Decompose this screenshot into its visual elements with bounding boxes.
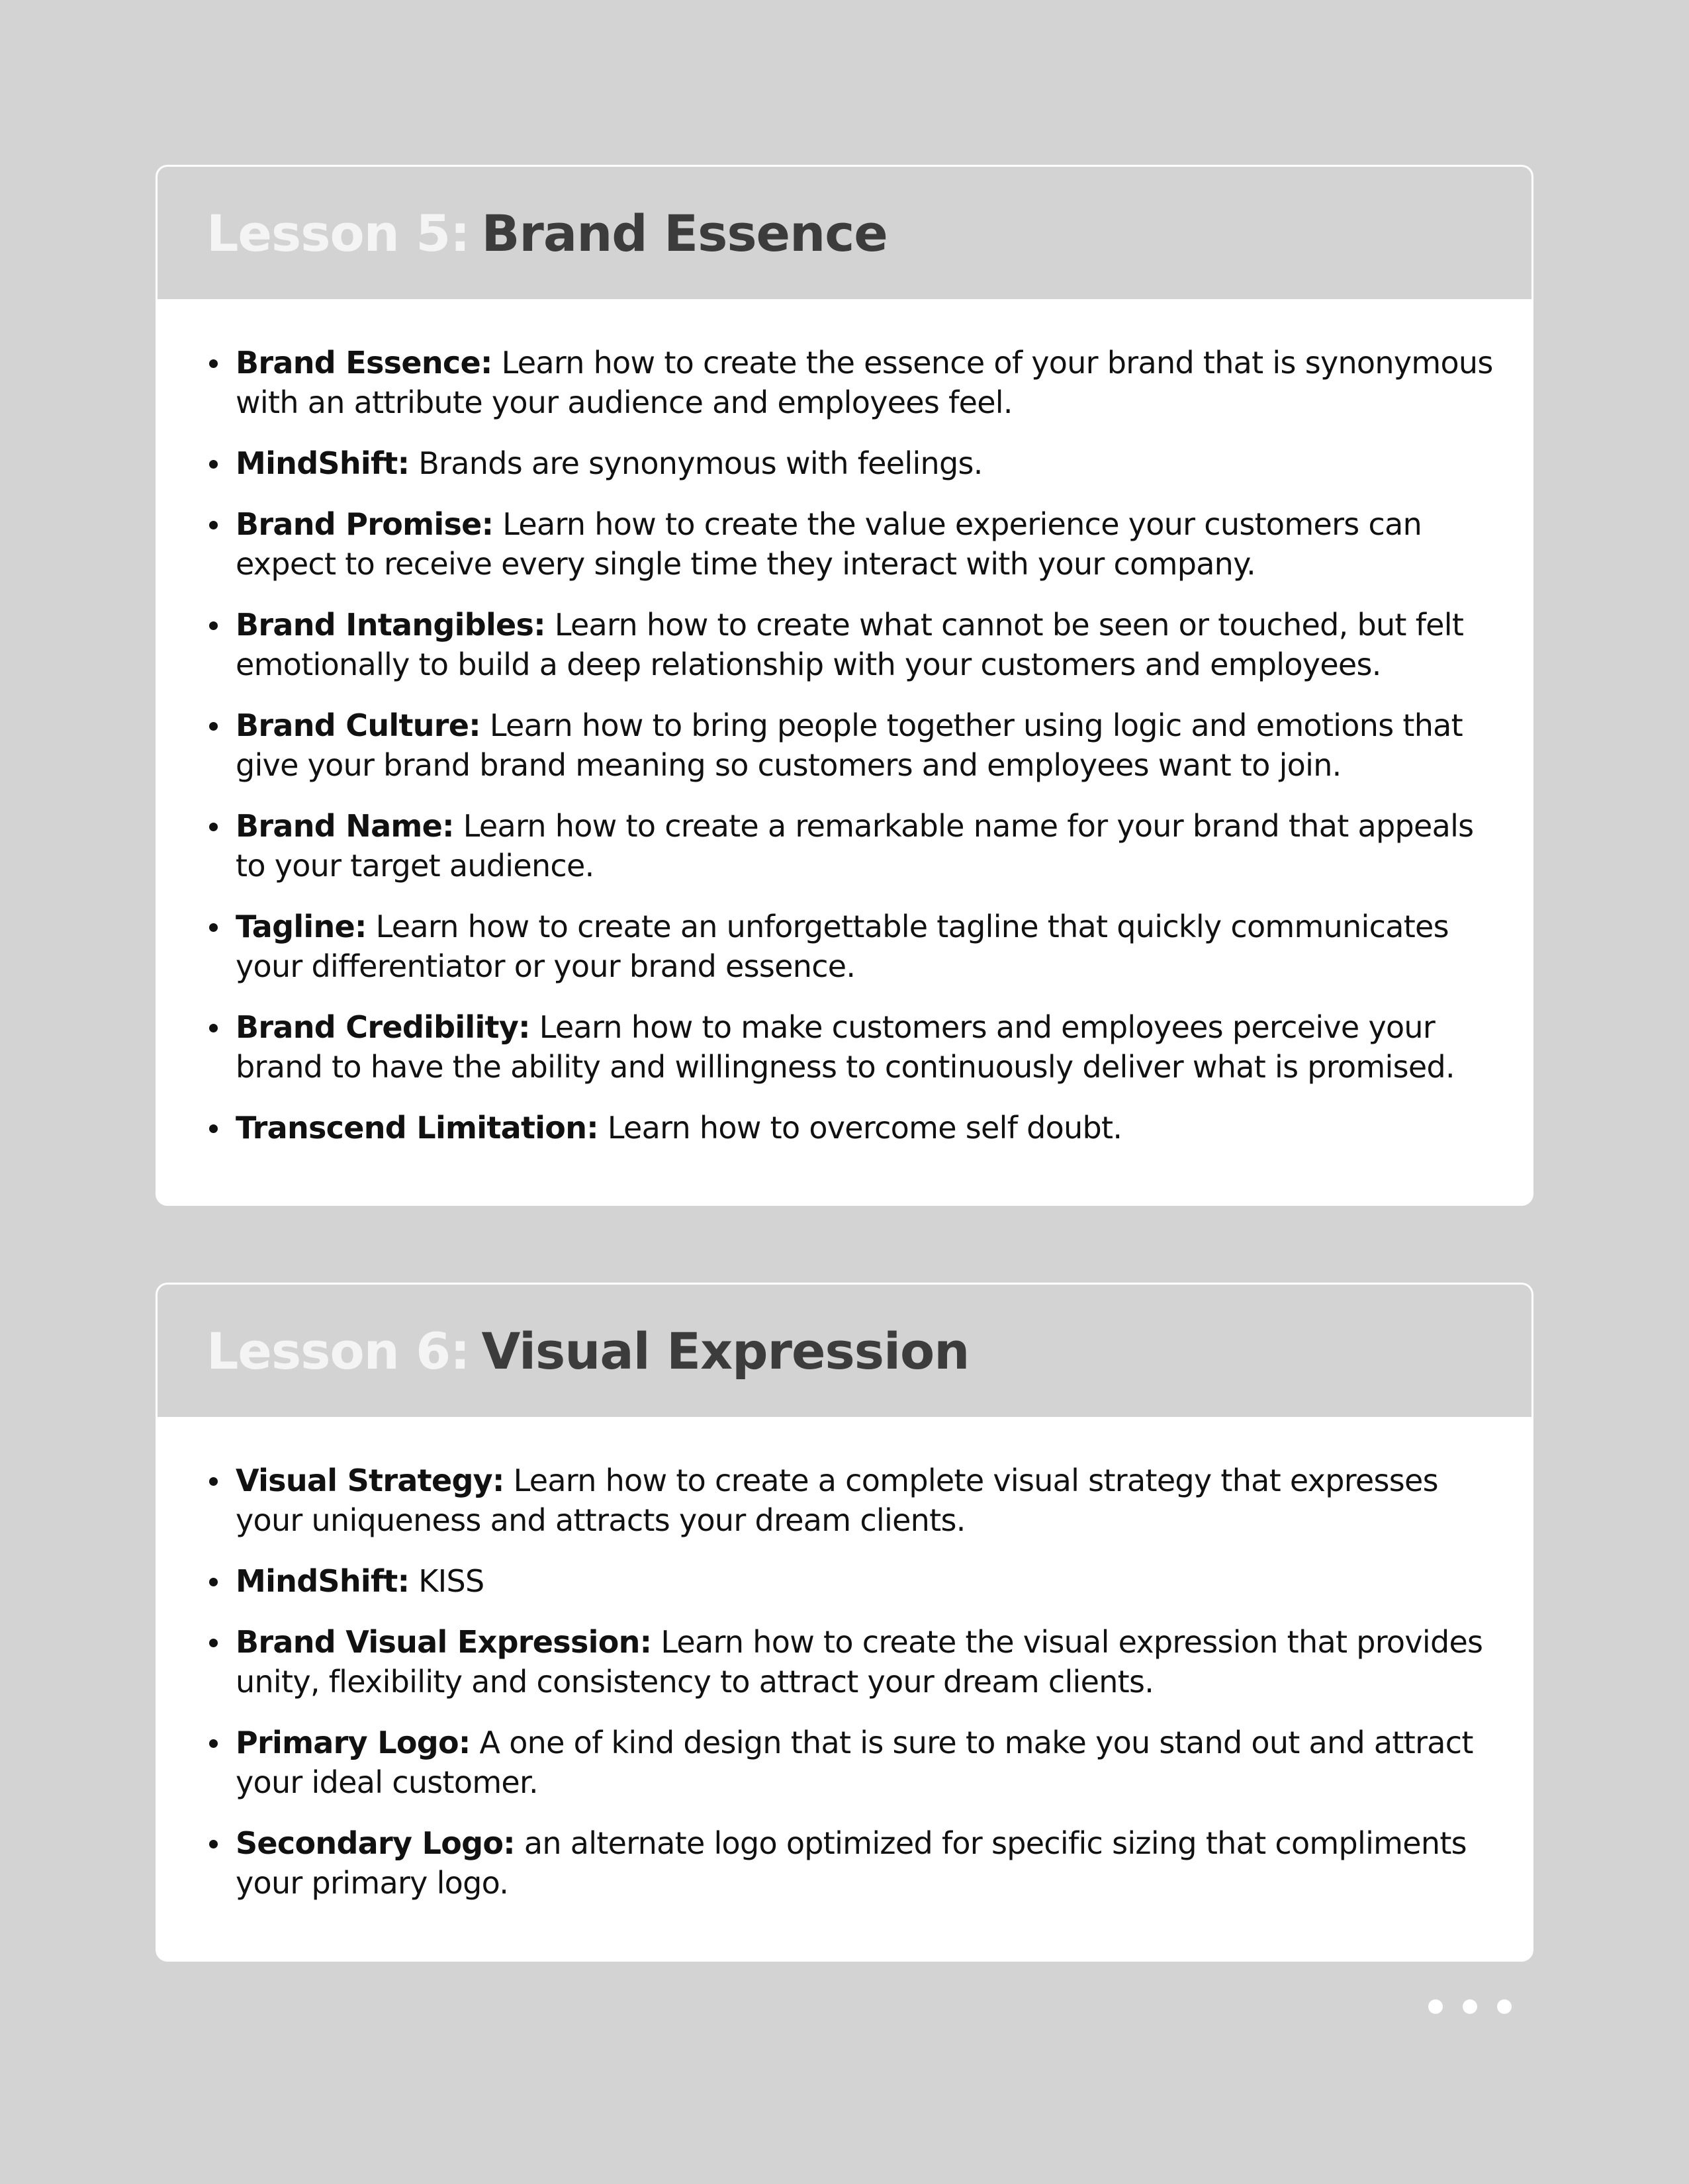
topic-description: an alternate logo optimized for specific sizing that compliments your primary logo. bbox=[236, 1825, 1467, 1901]
list-item bbox=[206, 1823, 1505, 1903]
topic-term: Brand Promise: bbox=[236, 506, 494, 542]
list-item bbox=[206, 343, 1505, 422]
topic-term: Secondary Logo: bbox=[236, 1825, 515, 1861]
dot bbox=[1463, 1999, 1477, 2014]
list-item bbox=[206, 504, 1505, 584]
topic-description: Learn how to create a complete visual strategy that expresses your uniqueness and attracts your dream clients. bbox=[236, 1463, 1438, 1538]
topic-description: A one of kind design that is sure to make you stand out and attract your ideal customer. bbox=[236, 1725, 1473, 1800]
topic-description: Learn how to make customers and employees perceive your brand to have the ability and willingness to continuously deliver what is promised. bbox=[236, 1009, 1455, 1085]
lesson-title: Visual Expression bbox=[481, 1321, 970, 1381]
list-item bbox=[206, 705, 1505, 785]
topic-term: Brand Intangibles: bbox=[236, 607, 545, 643]
list-item bbox=[206, 1723, 1505, 1802]
topic-term: Brand Credibility: bbox=[236, 1009, 530, 1045]
list-item bbox=[206, 1622, 1505, 1702]
lesson-number: Lesson 5: bbox=[206, 203, 470, 263]
list-item bbox=[206, 1108, 1505, 1148]
topic-description: Learn how to create the visual expression that provides unity, flexibility and consistency to attract your dream clients. bbox=[236, 1624, 1483, 1700]
topic-description: Learn how to create the value experience your customers can expect to receive every single time they interact with your company. bbox=[236, 506, 1422, 582]
topic-term: Visual Strategy: bbox=[236, 1463, 504, 1498]
list-item bbox=[206, 605, 1505, 684]
dot bbox=[1428, 1999, 1443, 2014]
topic-term: Brand Visual Expression: bbox=[236, 1624, 652, 1660]
lesson-header bbox=[158, 1285, 1531, 1417]
topic-term: Brand Culture: bbox=[236, 707, 480, 743]
topic-description: Learn how to create an unforgettable tagline that quickly communicates your differentiator or your brand essence. bbox=[236, 909, 1449, 984]
topic-term: Tagline: bbox=[236, 909, 367, 944]
lesson-topics-list bbox=[158, 299, 1531, 1148]
list-item bbox=[206, 907, 1505, 986]
topic-description: Learn how to create what cannot be seen or touched, but felt emotionally to build a deep relationship with your customers and employees. bbox=[236, 607, 1464, 682]
topic-term: MindShift: bbox=[236, 1563, 410, 1599]
lesson-number: Lesson 6: bbox=[206, 1321, 470, 1381]
lesson-card-5 bbox=[156, 165, 1533, 1206]
dot bbox=[1497, 1999, 1512, 2014]
lesson-card-6 bbox=[156, 1283, 1533, 1962]
list-item bbox=[206, 806, 1505, 886]
lesson-header bbox=[158, 167, 1531, 299]
topic-description: Learn how to create the essence of your brand that is synonymous with an attribute your audience and employees feel. bbox=[236, 345, 1493, 420]
topic-description: KISS bbox=[418, 1563, 484, 1599]
list-item bbox=[206, 443, 1505, 483]
topic-term: MindShift: bbox=[236, 445, 410, 481]
ellipsis-dots-icon bbox=[1428, 1999, 1512, 2014]
list-item bbox=[206, 1461, 1505, 1540]
list-item bbox=[206, 1007, 1505, 1087]
lesson-topics-list bbox=[158, 1417, 1531, 1903]
topic-description: Learn how to bring people together using logic and emotions that give your brand brand meaning so customers and employees want to join. bbox=[236, 707, 1463, 783]
topic-description: Brands are synonymous with feelings. bbox=[418, 445, 983, 481]
topic-term: Primary Logo: bbox=[236, 1725, 471, 1760]
topic-term: Transcend Limitation: bbox=[236, 1110, 598, 1146]
topic-term: Brand Name: bbox=[236, 808, 454, 844]
topic-term: Brand Essence: bbox=[236, 345, 492, 381]
topic-description: Learn how to overcome self doubt. bbox=[607, 1110, 1122, 1146]
list-item bbox=[206, 1561, 1505, 1601]
topic-description: Learn how to create a remarkable name for your brand that appeals to your target audience. bbox=[236, 808, 1474, 884]
lesson-title: Brand Essence bbox=[481, 203, 888, 263]
